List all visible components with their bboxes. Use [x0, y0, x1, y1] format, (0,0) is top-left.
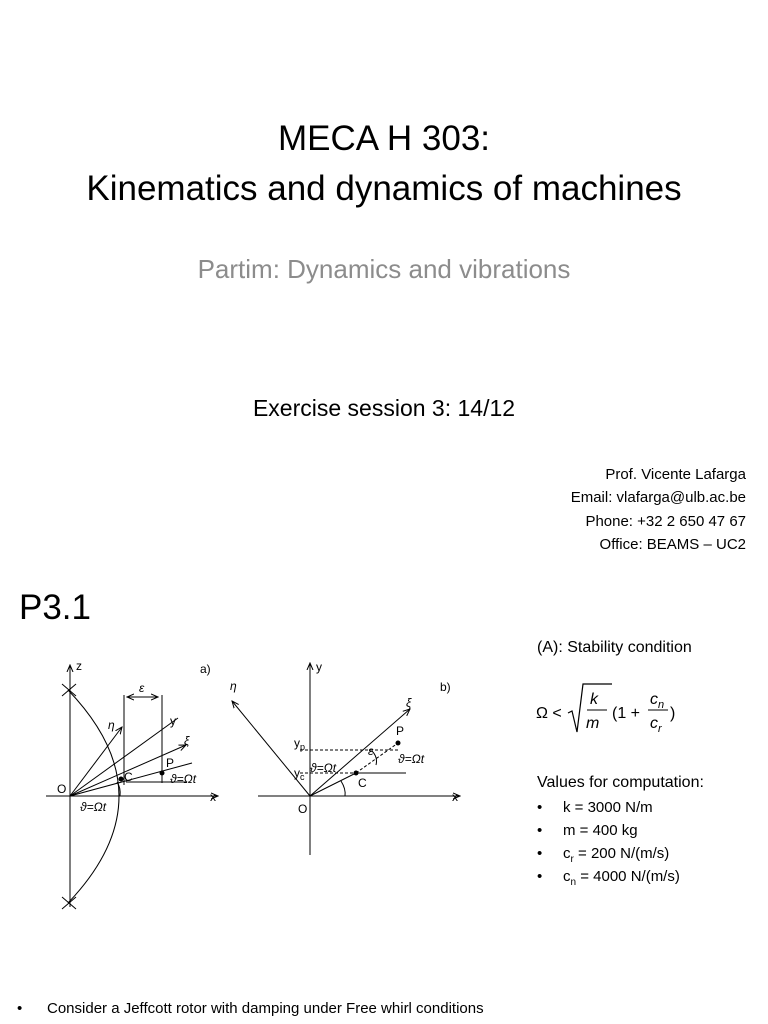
contact-email: Email: vlafarga@ulb.ac.be	[570, 489, 746, 506]
session-info: Exercise session 3: 14/12	[252, 395, 516, 421]
svg-text:x: x	[452, 790, 458, 804]
svg-text:P: P	[166, 756, 175, 770]
label-a: a)	[200, 662, 211, 676]
svg-text:ϑ=Ωt: ϑ=Ωt	[398, 752, 425, 766]
formula-paren: (1 +	[612, 705, 641, 722]
contact-name: Prof. Vicente Lafarga	[605, 466, 746, 483]
svg-text:ε: ε	[139, 681, 145, 695]
svg-text:z: z	[76, 659, 82, 673]
svg-text:O: O	[57, 782, 67, 796]
svg-text:η: η	[230, 679, 237, 693]
rotor-figure	[0, 645, 480, 935]
svg-text:x: x	[210, 790, 216, 804]
contact-phone: Phone: +32 2 650 47 67	[585, 513, 746, 530]
svg-text:ϑ=Ωt: ϑ=Ωt	[310, 761, 337, 775]
problem-label: P3.1	[19, 588, 91, 627]
value-k: • k = 3000 N/m	[537, 799, 653, 816]
svg-text:ϑ=Ωt: ϑ=Ωt	[80, 800, 107, 814]
svg-text:C: C	[124, 770, 133, 784]
contact-office: Office: BEAMS – UC2	[599, 536, 746, 553]
svg-text:): )	[670, 705, 676, 722]
subtitle: Partim: Dynamics and vibrations	[197, 254, 571, 284]
svg-text:yc: $y_c$	[294, 766, 305, 782]
svg-text:C: C	[358, 776, 367, 790]
formula-m: m	[586, 715, 600, 732]
label-b: b)	[440, 680, 451, 694]
value-cr: • $c_r = 200$ N/(m/s)	[537, 845, 670, 865]
svg-text:O: O	[298, 802, 308, 816]
svg-text:y: y	[316, 660, 322, 674]
formula-omega: Ω <	[536, 705, 562, 722]
title-line-1: MECA H 303:	[277, 119, 491, 158]
svg-text:n: n	[658, 699, 665, 711]
svg-text:yp: $y_p$	[294, 736, 306, 752]
stability-formula	[536, 676, 686, 746]
title-line-2: Kinematics and dynamics of machines	[86, 169, 682, 208]
footer-bullet: • Consider a Jeffcott rotor with damping under Free whirl conditions	[17, 1000, 484, 1017]
svg-text:ϑ=Ωt: ϑ=Ωt	[170, 772, 197, 786]
svg-text:c: c	[650, 715, 658, 732]
value-m: • m = 400 kg	[537, 822, 638, 839]
svg-text:c: c	[650, 691, 658, 708]
value-cn: • $c_n = 4000$ N/(m/s)	[537, 868, 680, 888]
svg-text:ξ: ξ	[406, 696, 412, 710]
svg-text:ξ: ξ	[184, 734, 190, 748]
eta-axis-a	[70, 727, 122, 796]
stability-heading: (A): Stability condition	[537, 639, 692, 656]
svg-text:P: P	[396, 724, 405, 738]
svg-text:y: y	[170, 714, 176, 728]
values-heading: Values for computation:	[537, 774, 704, 791]
svg-text:η: η	[108, 718, 115, 732]
svg-text:ε: ε	[368, 744, 374, 758]
svg-text:r: r	[658, 723, 662, 735]
formula-k: k	[590, 691, 598, 708]
